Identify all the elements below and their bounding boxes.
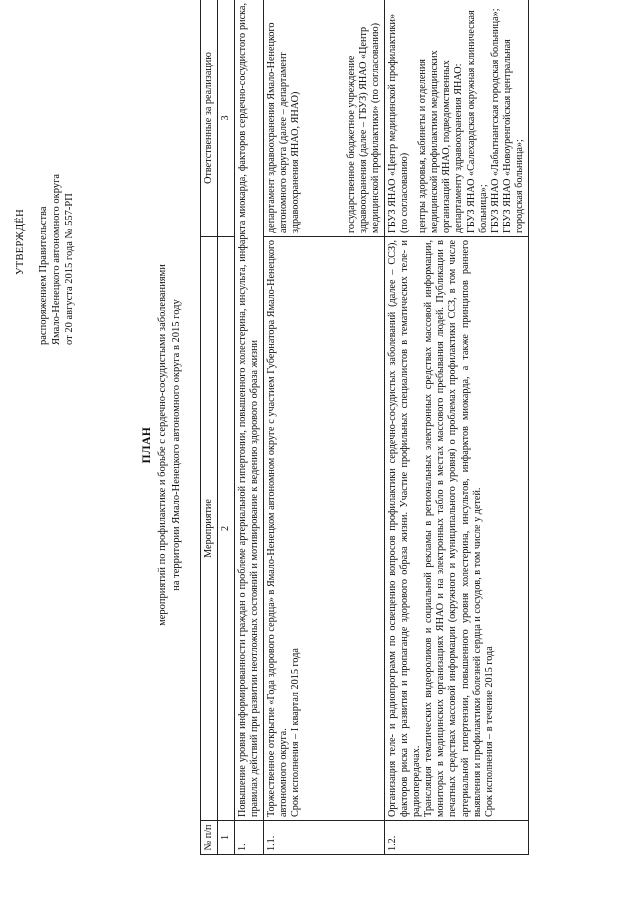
plan-subtitle-line: мероприятий по профилактике и борьбе с сердечно-сосудистыми заболеваниями — [157, 264, 169, 626]
responsible-text: ГБУЗ ЯНАО «Лабытнангская городская больница»; — [489, 8, 501, 233]
approval-line: Ямало-Ненецкого автономного округа — [51, 173, 63, 345]
responsible-text: государственное бюджетное учреждение здравоохранения (далее – ГБУЗ) ЯНАО «Центр медицинской профилактики» (по согласованию) — [346, 22, 382, 233]
activity-text: Организация теле- и радиопрограмм по освещению вопросов профилактики сердечно-сосудистых заболеваний (далее – ССЗ), факторов риска их развития и пропаганде здорового образа жизни. Участие профильных специалистов в тематических теле- и радиопередачах. — [387, 240, 423, 817]
row-number: 1.1. — [264, 821, 385, 855]
responsible-text: департамент здравоохранения Ямало-Ненецкого автономного округа (далее – департамент здравоохранения ЯНАО, ЯНАО) — [266, 22, 302, 233]
table-row-section — [235, 0, 264, 855]
approval-block — [14, 45, 77, 345]
section-text: Повышение уровня информированности граждан о проблеме артериальной гипертонии, повышенного холестерина, инсульта, инфаркта миокарда, факторов сердечно-сосудистого риска, правилах действий при развитии неотложных состояний и мотивирование к ведению здорового образа жизни — [235, 0, 264, 821]
plan-title: ПЛАН — [141, 426, 153, 464]
table-row — [385, 0, 528, 855]
plan-table — [200, 0, 529, 855]
table-header-row — [201, 0, 218, 855]
plan-subtitle-line: на территории Ямало-Ненецкого автономного округа в 2015 году — [170, 299, 182, 591]
responsible-text: ГБУЗ ЯНАО «Центр медицинской профилактики» (по согласованию) — [387, 13, 411, 233]
responsible-text: ГБУЗ ЯНАО «Новоуренгойская центральная городская больница»; — [501, 39, 525, 233]
approval-title: УТВЕРЖДЁН — [15, 208, 26, 275]
column-number-row — [218, 0, 235, 855]
activity-deadline: Срок исполнения – I квартал 2015 года — [290, 648, 302, 817]
header-activity: Мероприятие — [201, 237, 218, 821]
approval-line: от 20 августа 2015 года № 557-РП — [64, 193, 76, 345]
row-number: 1. — [235, 821, 264, 855]
header-responsible: Ответственные за реализацию — [201, 0, 218, 237]
table-row — [264, 0, 385, 855]
responsible-cell — [385, 0, 528, 237]
header-number: № п/п — [201, 821, 218, 855]
plan-heading — [140, 145, 183, 745]
column-number: 1 — [218, 821, 235, 855]
activity-text: Торжественное открытие «Года здорового сердца» в Ямало-Ненецком автономном округе с участием Губернатора Ямало-Ненецкого автономного округа. — [266, 240, 290, 817]
activity-text: Трансляция тематических видеороликов и социальной рекламы в региональных электронных средствах массовой информации, мониторах в медицинских организациях ЯНАО и на электронных табло в местах массового пребывания людей. Публикации в печатных средствах массовой информации (окружного и муниципального уровня) о проблемах профилактики ССЗ, в том числе артериальной гипертензии, повышенного уровня холестерина, инсультов, инфарктов миокарда, а также принципов раннего выявления и профилактики болезней сердца и сосудов, в том числе у детей. — [423, 240, 483, 817]
row-number: 1.2. — [385, 821, 528, 855]
column-number: 2 — [218, 237, 235, 821]
responsible-text: центры здоровья, кабинеты и отделения медицинской профилактики медицинских организаций ЯНАО, подведомственных департаменту здравоохранения ЯНАО: — [417, 50, 465, 233]
column-number: 3 — [218, 0, 235, 237]
responsible-text: ГБУЗ ЯНАО «Салехардская окружная клиническая больница»; — [465, 10, 489, 233]
activity-cell — [264, 237, 385, 821]
activity-cell — [385, 237, 528, 821]
responsible-cell — [264, 0, 385, 237]
activity-deadline: Срок исполнения – в течение 2015 года — [483, 646, 495, 817]
approval-line: распоряжением Правительства — [38, 206, 50, 345]
